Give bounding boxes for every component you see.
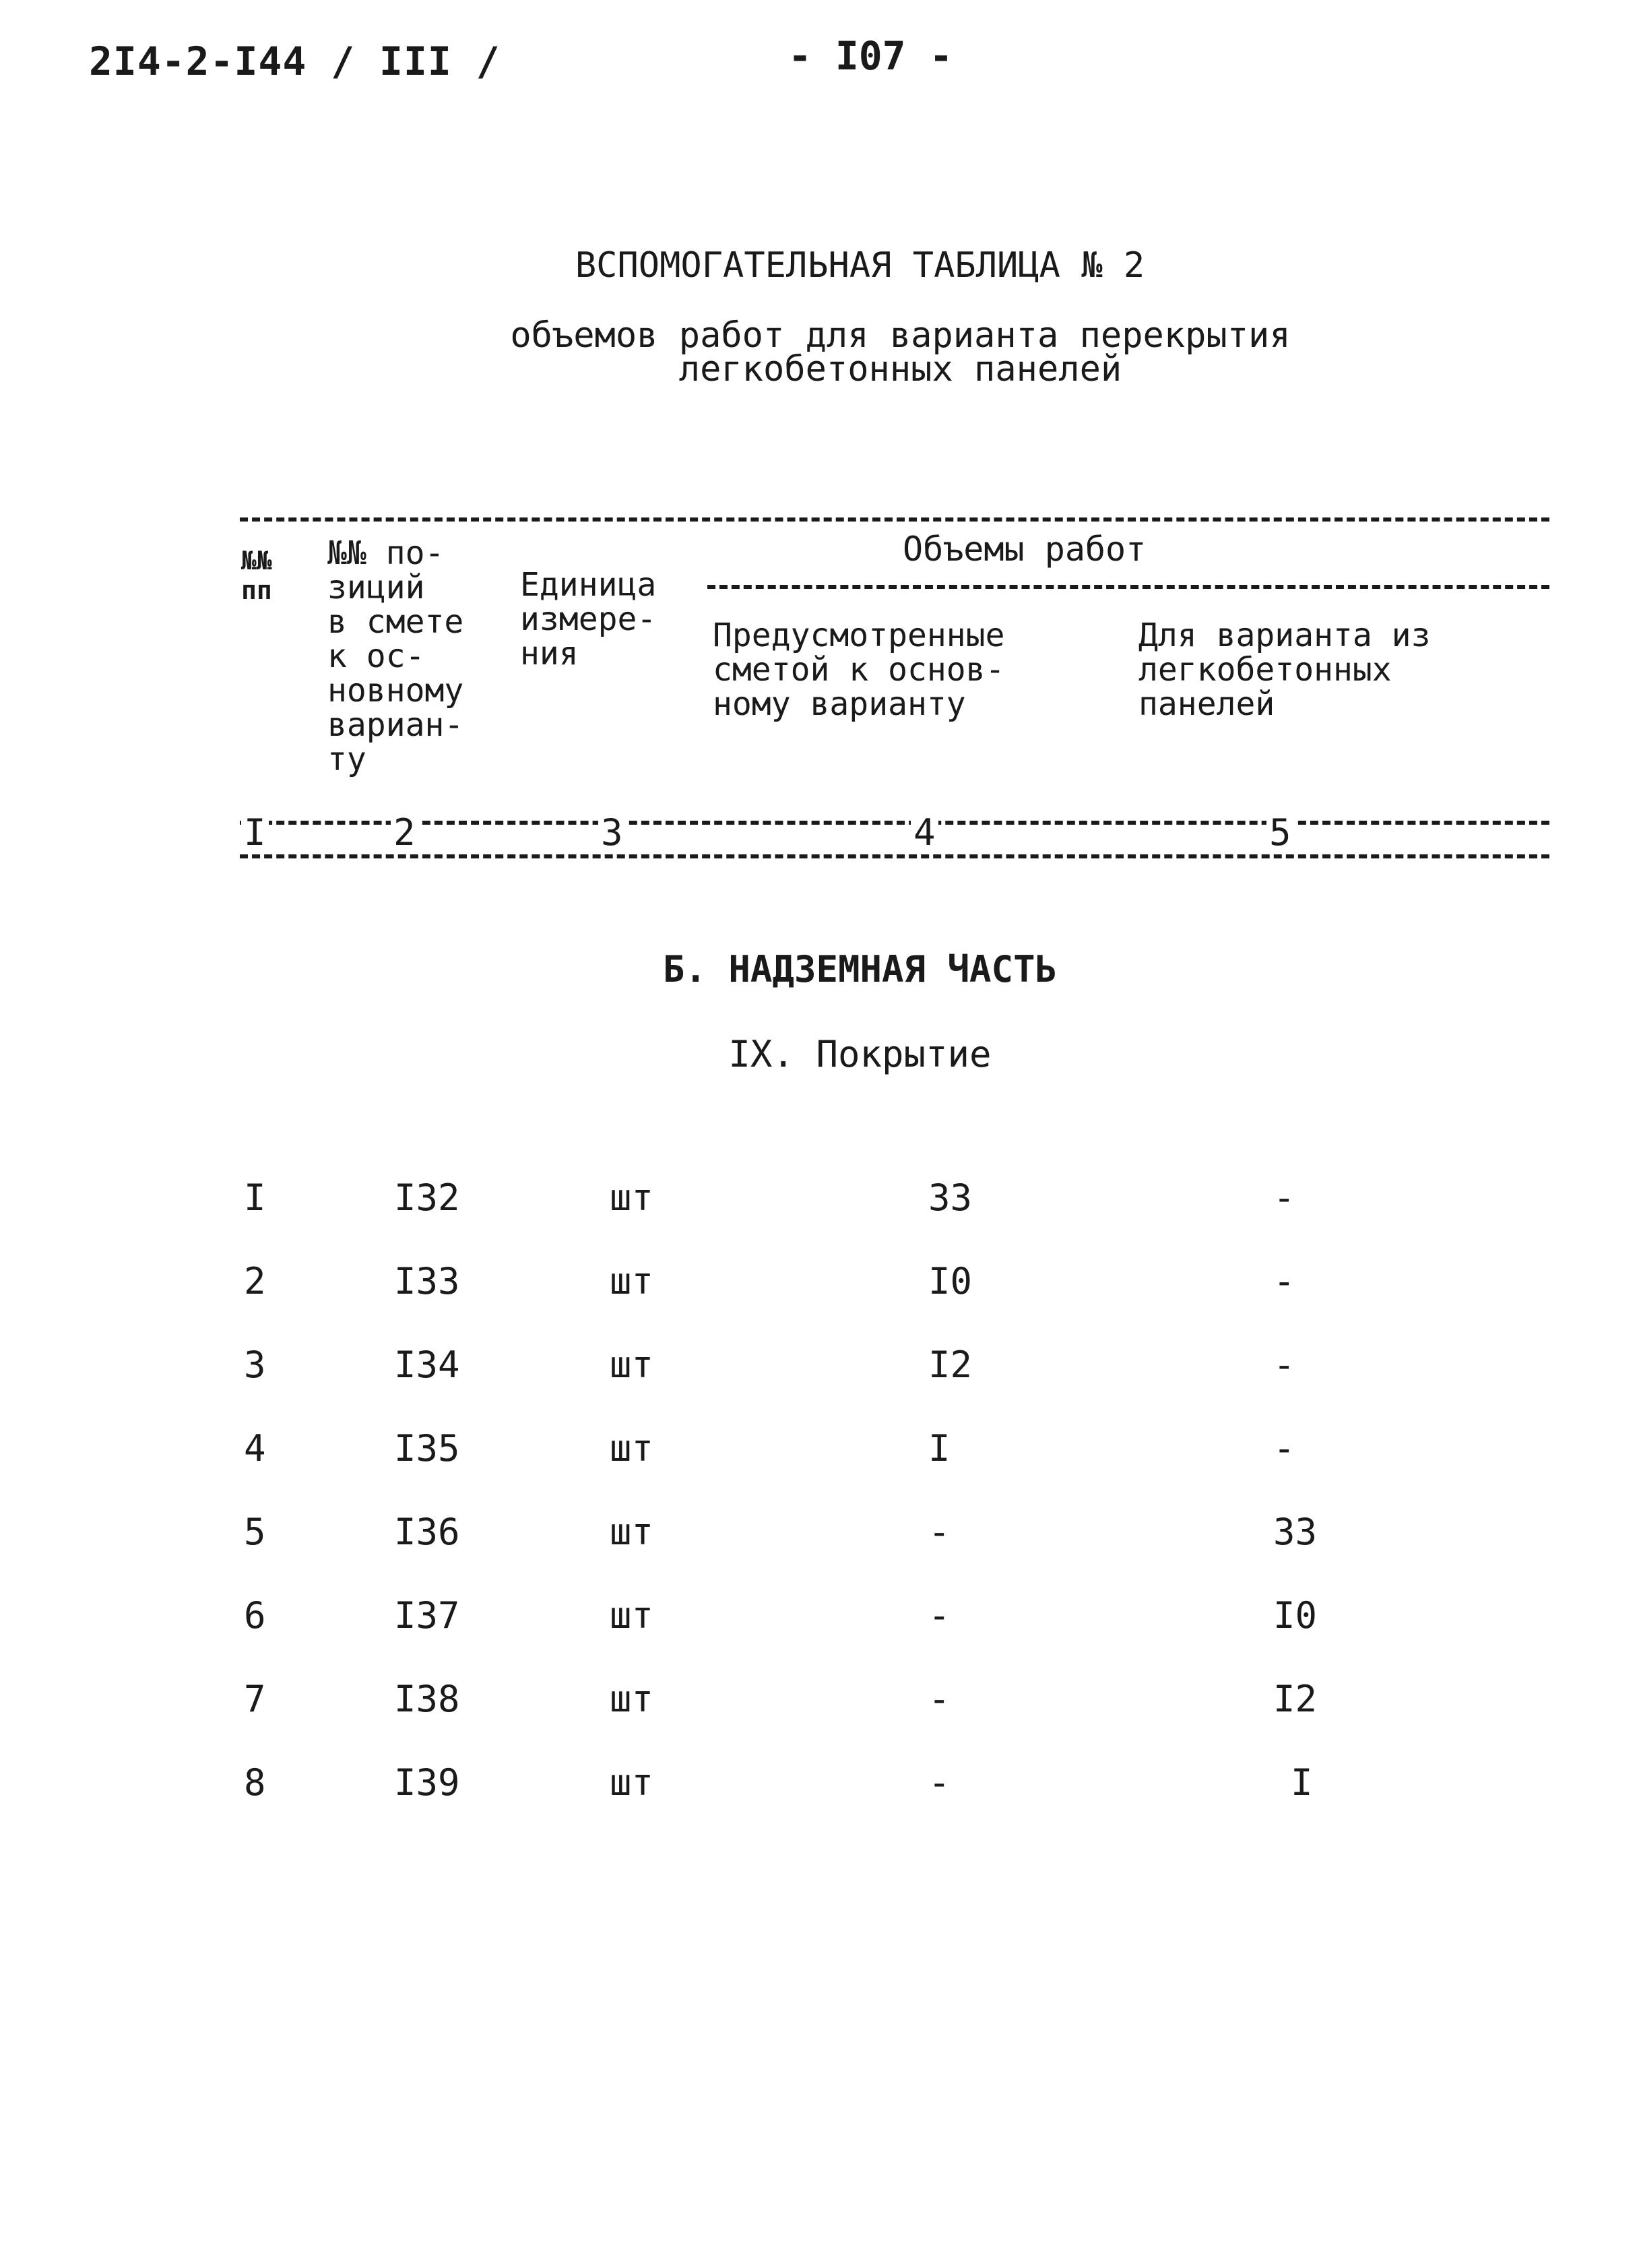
row-position: I35 [394,1427,460,1470]
row-number: 3 [244,1344,266,1386]
row-base-volume: I [928,1427,951,1470]
column-number: 2 [391,811,418,854]
row-unit: шт [610,1427,654,1470]
table-subtitle-line1: объемов работ для варианта перекрытия [510,315,1291,356]
row-position: I34 [394,1344,460,1386]
table-title: ВСПОМОГАТЕЛЬНАЯ ТАБЛИЦА № 2 [575,245,1145,286]
row-position: I39 [394,1761,460,1804]
row-variant-volume: - [1273,1176,1295,1219]
row-number: 6 [244,1594,266,1637]
row-variant-volume: - [1273,1260,1295,1302]
row-unit: шт [610,1511,654,1553]
table-row [0,1427,1639,1468]
row-variant-volume: I [1291,1761,1313,1804]
table-row [0,1678,1639,1718]
row-position: I37 [394,1594,460,1637]
table-row [0,1344,1639,1384]
row-base-volume: I0 [928,1260,973,1302]
header-top-rule [240,517,1549,522]
table-row [0,1761,1639,1802]
header-lightweight-variant: Для варианта из легкобетонных панелей [1138,617,1431,723]
header-position-number: №№ по- зиций в смете к ос- новному вариан- ту [327,534,464,778]
row-number: 7 [244,1678,266,1720]
row-base-volume: - [928,1678,951,1720]
row-variant-volume: - [1273,1427,1295,1470]
column-number: 3 [598,811,626,854]
row-position: I36 [394,1511,460,1553]
row-variant-volume: I0 [1273,1594,1318,1637]
row-unit: шт [610,1344,654,1386]
section-title: Б. НАДЗЕМНАЯ ЧАСТЬ [662,948,1058,990]
table-row [0,1260,1639,1300]
row-base-volume: I2 [928,1344,973,1386]
header-row-number: №№ пп [241,546,272,605]
row-position: I32 [394,1176,460,1219]
row-variant-volume: 33 [1273,1511,1318,1553]
row-number: 8 [244,1761,266,1804]
page-number: - I07 - [788,33,953,79]
document-code: 2I4-2-I44 / III / [89,38,501,84]
row-unit: шт [610,1176,654,1219]
row-number: I [244,1176,266,1219]
row-variant-volume: I2 [1273,1678,1318,1720]
row-variant-volume: - [1273,1344,1295,1386]
column-number: 4 [911,811,938,854]
row-unit: шт [610,1761,654,1804]
column-numbers-bottom-rule [240,854,1549,858]
row-base-volume: - [928,1511,951,1553]
row-base-volume: - [928,1761,951,1804]
table-row [0,1176,1639,1217]
row-unit: шт [610,1678,654,1720]
row-number: 5 [244,1511,266,1553]
table-subtitle-line2: легкобетонных панелей [678,349,1122,389]
row-number: 2 [244,1260,266,1302]
subsection-title: IX. Покрытие [728,1033,992,1075]
row-position: I33 [394,1260,460,1302]
volumes-divider-rule [707,585,1549,589]
header-base-variant: Предусмотренные сметой к основ- ному варианту [713,617,1005,723]
row-unit: шт [610,1260,654,1302]
row-base-volume: - [928,1594,951,1637]
column-number: I [241,811,269,854]
table-row [0,1511,1639,1551]
row-unit: шт [610,1594,654,1637]
column-number: 5 [1266,811,1294,854]
row-position: I38 [394,1678,460,1720]
column-numbers-top-rule [240,821,1549,825]
header-unit: Единица измере- ния [520,566,657,672]
header-work-volumes: Объемы работ [903,530,1147,569]
row-base-volume: 33 [928,1176,973,1219]
table-row [0,1594,1639,1635]
row-number: 4 [244,1427,266,1470]
